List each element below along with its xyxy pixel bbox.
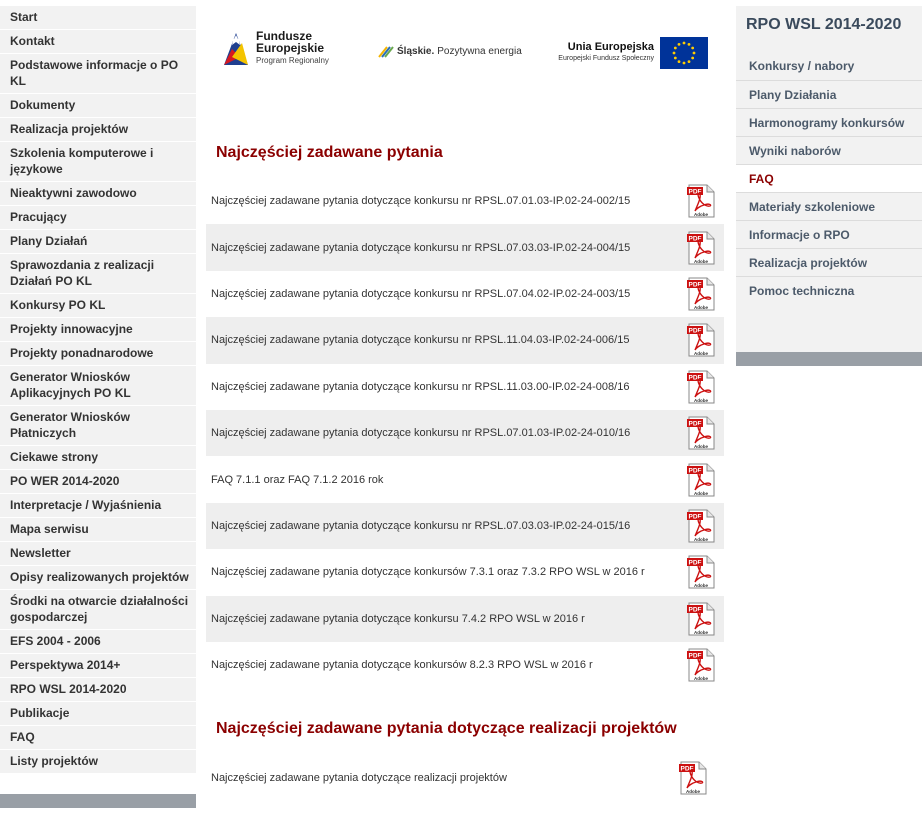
left-nav-item-label: Newsletter — [10, 546, 71, 560]
fe-logo-line3: Program Regionalny — [256, 56, 329, 65]
eu-star — [673, 52, 676, 55]
eu-star — [691, 47, 694, 50]
faq-realization-heading: Najczęściej zadawane pytania dotyczące realizacji projektów — [216, 720, 677, 737]
pdf-icon-badge: PDF — [680, 765, 694, 773]
pdf-icon-brand: Adobe — [694, 304, 708, 310]
left-nav-item-label: Plany Działań — [10, 234, 88, 248]
faq-list — [206, 178, 724, 688]
right-nav-item[interactable]: Wyniki naborów — [736, 136, 922, 164]
left-nav-item[interactable] — [0, 230, 196, 254]
left-nav-item[interactable] — [0, 94, 196, 118]
left-nav-item[interactable] — [0, 318, 196, 342]
right-nav-item[interactable]: Realizacja projektów — [736, 248, 922, 276]
left-nav-item-label: FAQ — [10, 730, 35, 744]
pdf-icon-brand: Adobe — [686, 789, 700, 794]
pdf-icon-badge: PDF — [688, 467, 702, 475]
eu-star — [693, 52, 696, 55]
pdf-icon-brand: Adobe — [694, 629, 708, 635]
eu-star — [674, 57, 677, 60]
left-nav-item[interactable] — [0, 342, 196, 366]
slaskie-logo-tagline: Pozytywna energia — [437, 45, 522, 57]
left-nav-item-label: Nieaktywni zawodowo — [10, 186, 137, 200]
pdf-icon[interactable] — [678, 761, 708, 795]
left-nav-item-label: Projekty innowacyjne — [10, 322, 133, 336]
pdf-icon-brand: Adobe — [694, 490, 708, 496]
right-nav-list — [736, 50, 922, 304]
left-nav-item[interactable] — [0, 118, 196, 142]
left-nav-item[interactable] — [0, 750, 196, 774]
left-nav-item[interactable] — [0, 30, 196, 54]
eu-logo-line1: Unia Europejska — [567, 41, 654, 53]
faq-row — [206, 178, 724, 224]
left-nav-item-label: PO WER 2014-2020 — [10, 474, 120, 488]
faq-row — [206, 224, 724, 270]
pdf-icon[interactable] — [686, 509, 716, 543]
right-sidebar — [736, 6, 922, 366]
pdf-icon-badge: PDF — [688, 235, 702, 243]
left-nav-item-label: Opisy realizowanych projektów — [10, 570, 189, 584]
pdf-icon[interactable] — [686, 648, 716, 682]
left-nav-item[interactable] — [0, 678, 196, 702]
pdf-icon-brand: Adobe — [694, 583, 708, 589]
pdf-icon-brand: Adobe — [694, 444, 708, 450]
left-nav-item[interactable] — [0, 470, 196, 494]
eu-star — [688, 60, 691, 63]
eu-star — [683, 62, 686, 65]
left-nav-item-label: Start — [10, 10, 38, 24]
left-nav-item[interactable] — [0, 142, 196, 182]
pdf-icon-brand: Adobe — [694, 351, 708, 357]
fundusze-europejskie-logo — [222, 30, 329, 67]
left-sidebar — [0, 6, 196, 808]
left-nav-item[interactable] — [0, 206, 196, 230]
left-nav-item[interactable] — [0, 294, 196, 318]
left-nav-item[interactable] — [0, 182, 196, 206]
left-nav-item[interactable] — [0, 654, 196, 678]
pdf-icon[interactable] — [686, 370, 716, 404]
eu-star — [678, 43, 681, 46]
faq-link[interactable]: Najczęściej zadawane pytania dotyczące konkursu nr RPSL.11.03.00-IP.02-24-008/16 — [211, 380, 630, 393]
faq-row — [206, 549, 724, 595]
logo-strip — [206, 20, 724, 80]
faq-row — [206, 410, 724, 456]
eu-star — [691, 57, 694, 60]
faq-row — [206, 271, 724, 317]
pdf-icon-brand: Adobe — [694, 258, 708, 264]
right-sidebar-footer-bar — [736, 352, 922, 366]
left-nav-item[interactable] — [0, 446, 196, 470]
pdf-icon-brand: Adobe — [694, 536, 708, 542]
pdf-icon[interactable] — [686, 602, 716, 636]
left-nav-item-label: Dokumenty — [10, 98, 76, 112]
left-nav-item[interactable] — [0, 590, 196, 630]
pdf-icon-badge: PDF — [688, 606, 702, 614]
faq-link[interactable]: Najczęściej zadawane pytania dotyczące konkursów 8.2.3 RPO WSL w 2016 r — [211, 659, 593, 672]
left-nav-item-label: Sprawozdania z realizacji Działań PO KL — [10, 258, 155, 288]
slaskie-logo-bold: Śląskie. — [397, 45, 435, 57]
pdf-icon-badge: PDF — [688, 420, 702, 428]
pdf-icon[interactable] — [686, 555, 716, 589]
right-sidebar-title: RPO WSL 2014-2020 — [746, 16, 902, 33]
faq-row — [206, 364, 724, 410]
right-nav-item[interactable]: FAQ — [736, 164, 922, 192]
pdf-icon[interactable] — [686, 184, 716, 218]
pdf-icon-brand: Adobe — [694, 212, 708, 218]
left-nav-item-label: Mapa serwisu — [10, 522, 89, 536]
left-nav-item-label: RPO WSL 2014-2020 — [10, 682, 127, 696]
left-nav-list — [0, 6, 196, 774]
faq-link[interactable]: Najczęściej zadawane pytania dotyczące konkursu nr RPSL.07.03.03-IP.02-24-015/16 — [211, 519, 631, 532]
faq-link[interactable]: Najczęściej zadawane pytania dotyczące konkursu nr RPSL.11.04.03-IP.02-24-006/15 — [211, 334, 630, 347]
faq-row — [206, 503, 724, 549]
left-nav-item-label: Generator Wniosków Aplikacyjnych PO KL — [10, 370, 131, 400]
pdf-icon-brand: Adobe — [694, 676, 708, 682]
left-nav-item[interactable] — [0, 54, 196, 94]
slaskie-logo — [378, 44, 522, 58]
eu-logo-line2: Europejski Fundusz Społeczny — [558, 55, 654, 62]
faq-link[interactable]: Najczęściej zadawane pytania dotyczące realizacji projektów — [211, 772, 507, 784]
right-nav-item[interactable]: Pomoc techniczna — [736, 276, 922, 304]
eu-star — [688, 43, 691, 46]
left-sidebar-footer-bar — [0, 794, 196, 808]
left-nav-item-label: Pracujący — [10, 210, 67, 224]
left-nav-item[interactable] — [0, 518, 196, 542]
left-nav-item-label: Interpretacje / Wyjaśnienia — [10, 498, 162, 512]
pdf-icon[interactable] — [686, 231, 716, 265]
left-nav-item[interactable] — [0, 494, 196, 518]
left-nav-item-label: Środki na otwarcie działalności gospodarczej — [10, 594, 189, 624]
left-nav-item[interactable] — [0, 630, 196, 654]
left-nav-item-label: Listy projektów — [10, 754, 99, 768]
left-nav-item-label: Publikacje — [10, 706, 70, 720]
faq-row — [206, 596, 724, 642]
faq-link[interactable]: Najczęściej zadawane pytania dotyczące konkursu 7.4.2 RPO WSL w 2016 r — [211, 612, 585, 625]
pdf-icon-badge: PDF — [688, 559, 702, 567]
faq-row — [206, 642, 724, 688]
faq-link[interactable]: Najczęściej zadawane pytania dotyczące konkursu nr RPSL.07.01.03-IP.02-24-002/15 — [211, 195, 631, 208]
right-nav-item[interactable]: Materiały szkoleniowe — [736, 192, 922, 220]
right-nav-item[interactable]: Plany Działania — [736, 80, 922, 108]
faq-row — [206, 317, 724, 363]
pdf-icon-badge: PDF — [688, 188, 702, 196]
left-nav-item[interactable] — [0, 366, 196, 406]
left-nav-item-label: Projekty ponadnarodowe — [10, 346, 154, 360]
pdf-icon-badge: PDF — [688, 374, 702, 382]
faq-link[interactable]: Najczęściej zadawane pytania dotyczące konkursów 7.3.1 oraz 7.3.2 RPO WSL w 2016 r — [211, 566, 645, 579]
eu-flag-icon — [660, 37, 708, 69]
left-nav-item[interactable] — [0, 566, 196, 590]
left-nav-item-label: Konkursy PO KL — [10, 298, 106, 312]
faq-link[interactable]: Najczęściej zadawane pytania dotyczące konkursu nr RPSL.07.03.03-IP.02-24-004/15 — [211, 241, 631, 254]
eu-star — [678, 60, 681, 63]
fundusze-europejskie-mark-icon — [222, 31, 252, 67]
left-nav-item-label: Generator Wniosków Płatniczych — [10, 410, 131, 440]
faq-realization-list — [206, 756, 724, 800]
faq-link[interactable]: Najczęściej zadawane pytania dotyczące konkursu nr RPSL.07.04.02-IP.02-24-003/15 — [211, 287, 631, 300]
left-nav-item[interactable] — [0, 6, 196, 30]
eu-logo — [558, 37, 708, 69]
faq-link[interactable]: FAQ 7.1.1 oraz FAQ 7.1.2 2016 rok — [211, 473, 384, 486]
pdf-icon-badge: PDF — [688, 652, 702, 660]
left-nav-item-label: Podstawowe informacje o PO KL — [10, 58, 179, 88]
pdf-icon[interactable] — [686, 323, 716, 357]
left-nav-item[interactable] — [0, 702, 196, 726]
pdf-icon-badge: PDF — [688, 281, 702, 289]
pdf-icon-badge: PDF — [688, 327, 702, 335]
faq-link[interactable]: Najczęściej zadawane pytania dotyczące konkursu nr RPSL.07.01.03-IP.02-24-010/16 — [211, 427, 631, 440]
right-nav-item[interactable]: Informacje o RPO — [736, 220, 922, 248]
left-nav-item-label: Ciekawe strony — [10, 450, 99, 464]
left-nav-item-label: Kontakt — [10, 34, 55, 48]
pdf-icon-badge: PDF — [688, 513, 702, 521]
pdf-icon[interactable] — [686, 416, 716, 450]
right-nav-item[interactable]: Konkursy / nabory — [749, 59, 855, 73]
right-nav-item[interactable]: Harmonogramy konkursów — [736, 108, 922, 136]
left-nav-item[interactable] — [0, 406, 196, 446]
eu-star — [683, 42, 686, 45]
pdf-icon[interactable] — [686, 277, 716, 311]
fe-logo-line1: Fundusze — [256, 29, 312, 43]
eu-star — [674, 47, 677, 50]
left-nav-item-label: Perspektywa 2014+ — [10, 658, 121, 672]
faq-row — [206, 756, 724, 800]
faq-row — [206, 456, 724, 502]
left-nav-item-label: Szkolenia komputerowe i językowe — [10, 146, 154, 176]
left-nav-item[interactable] — [0, 726, 196, 750]
pdf-icon[interactable] — [686, 463, 716, 497]
left-nav-item-label: EFS 2004 - 2006 — [10, 634, 101, 648]
pdf-icon-brand: Adobe — [694, 397, 708, 403]
fe-logo-line2: Europejskie — [256, 41, 325, 55]
left-nav-item[interactable] — [0, 254, 196, 294]
left-nav-item[interactable] — [0, 542, 196, 566]
slaskie-stripes-icon — [378, 44, 394, 58]
left-nav-item-label: Realizacja projektów — [10, 122, 129, 136]
faq-heading: Najczęściej zadawane pytania — [216, 144, 443, 161]
